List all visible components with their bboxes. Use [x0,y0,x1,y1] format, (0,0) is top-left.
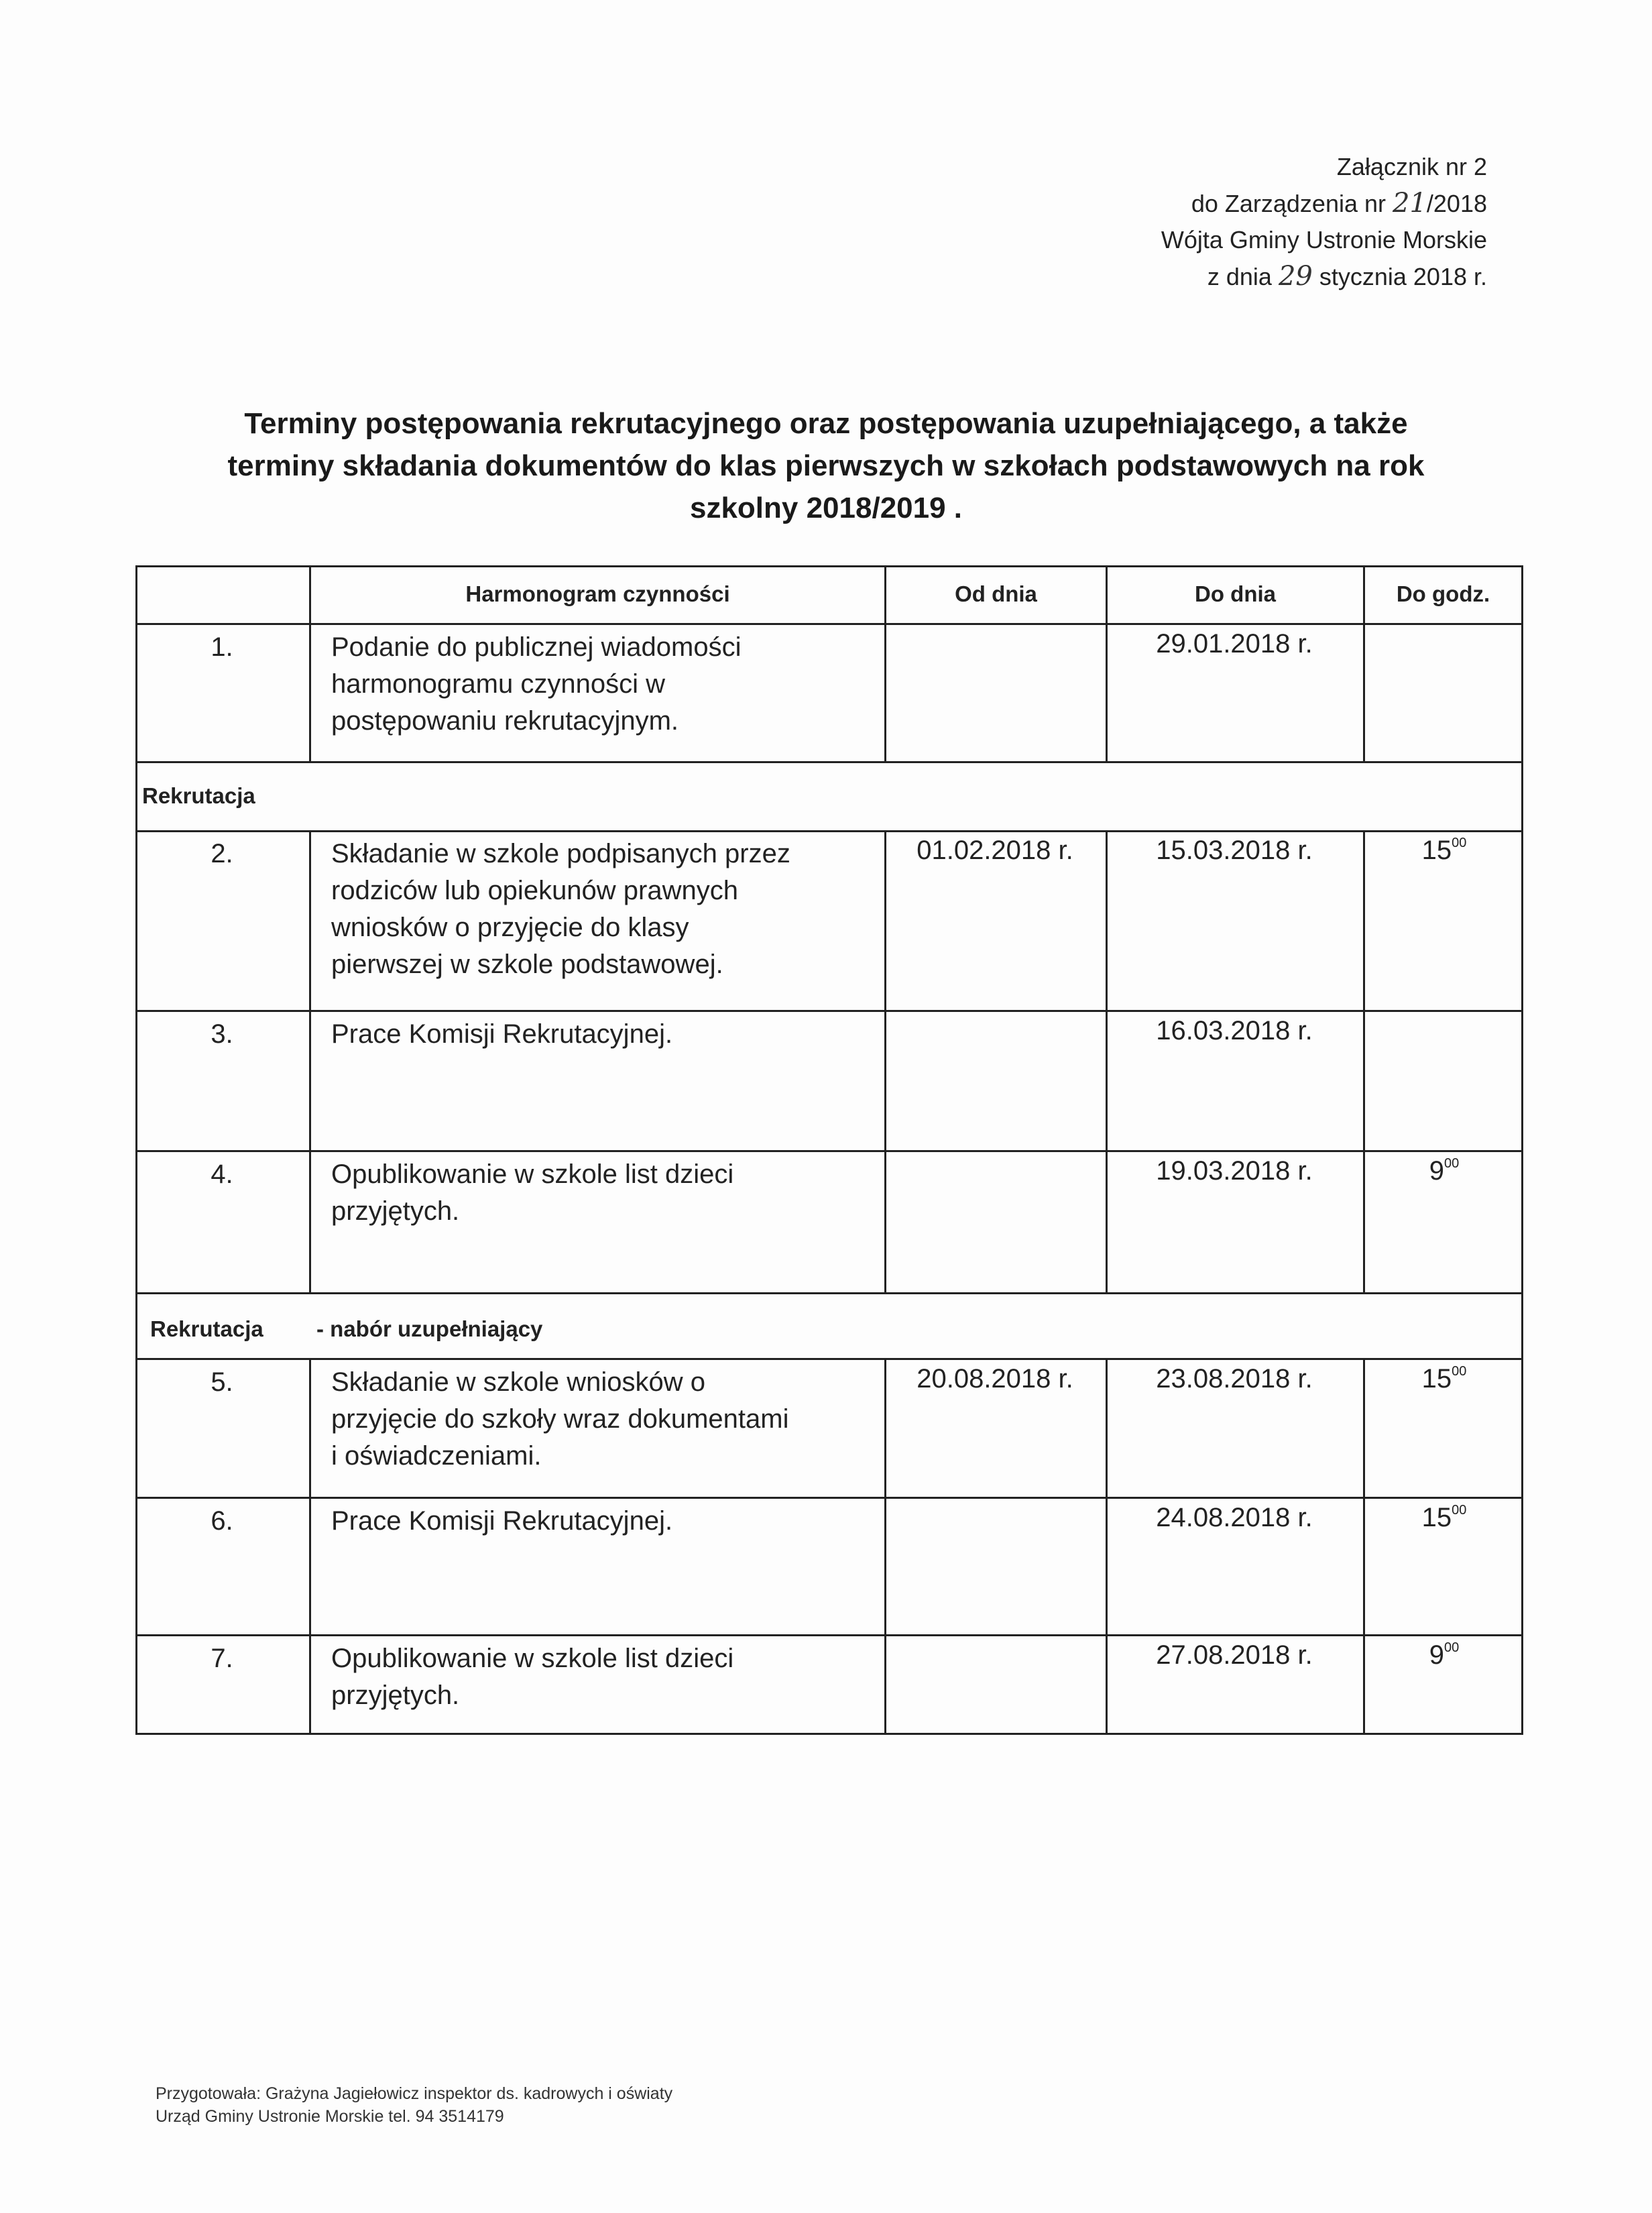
table-border [135,565,137,1735]
row-activity: Prace Komisji Rekrutacyjnej. [331,1506,673,1536]
row-to-date: 16.03.2018 r. [1156,1016,1313,1045]
row-number: 4. [211,1159,233,1189]
table-border [1521,565,1523,1735]
row-number: 6. [211,1506,233,1536]
table-border [135,1733,1523,1735]
row-activity: Opublikowanie w szkole list dzieci przyjętych. [331,1644,734,1710]
row-activity: Składanie w szkole wniosków o przyjęcie do szkoły wraz dokumentami i oświadczeniami. [331,1367,789,1471]
row-number: 3. [211,1019,233,1049]
table-border [135,830,1523,832]
row-number: 7. [211,1644,233,1673]
row-activity: Składanie w szkole podpisanych przez rodziców lub opiekunów prawnych wniosków o przyjęcie do klasy pierwszej w szkole podstawowej. [331,839,790,979]
schedule-table [135,565,1523,1735]
row-from-date: 01.02.2018 r. [917,836,1073,865]
table-border [135,565,1523,567]
issuer: Wójta Gminy Ustronie Morskie [1161,226,1487,253]
table-border [135,1010,1523,1012]
table-border [135,1497,1523,1499]
section-label-supplementary: Rekrutacja [150,1316,263,1341]
row-to-date: 23.08.2018 r. [1156,1364,1313,1394]
row-hour: $15^{00}$ [1421,836,1467,865]
column-header-to: Do dnia [1195,581,1276,606]
row-number: 5. [211,1367,233,1397]
table-border [135,1634,1523,1636]
attachment-header [1161,149,1487,295]
row-hour: $15^{00}$ [1421,1503,1467,1532]
handwritten-ordinance-number: 21 [1393,188,1427,219]
handwritten-day: 29 [1278,261,1313,292]
table-border [135,761,1523,763]
row-activity: Opublikowanie w szkole list dzieci przyjętych. [331,1159,734,1226]
table-border [135,623,1523,625]
row-activity: Podanie do publicznej wiadomości harmonogramu czynności w postępowaniu rekrutacyjnym. [331,632,742,736]
row-activity: Prace Komisji Rekrutacyjnej. [331,1019,673,1049]
row-hour: $9^{00}$ [1429,1640,1460,1670]
row-to-date: 19.03.2018 r. [1156,1156,1313,1186]
row-to-date: 27.08.2018 r. [1156,1640,1313,1670]
column-header-from: Od dnia [955,581,1037,606]
row-from-date: 20.08.2018 r. [917,1364,1073,1394]
section-label-supplementary-suffix: - nabór uzupełniający [316,1316,543,1341]
table-border [135,1358,1523,1360]
row-hour: $15^{00}$ [1421,1364,1467,1394]
section-label-recruitment: Rekrutacja [142,783,255,808]
row-to-date: 29.01.2018 r. [1156,629,1313,659]
row-to-date: 15.03.2018 r. [1156,836,1313,865]
column-header-activity: Harmonogram czynności [465,581,730,606]
attachment-number: Załącznik nr 2 [1336,153,1487,180]
row-number: 2. [211,839,233,868]
footer-prepared-by: Przygotowała: Grażyna Jagiełowicz inspektor ds. kadrowych i oświaty Urząd Gminy Ustronie Morskie tel. 94 3514179 [156,2084,673,2126]
ordinance-date: z dnia 29 stycznia 2018 r. [1207,261,1487,292]
table-border [135,1150,1523,1152]
document-title: Terminy postępowania rekrutacyjnego oraz postępowania uzupełniającego, a także terminy składania dokumentów do klas pierwszych w szkołach podstawowych na rok szkolny 2018/2019 . [227,407,1425,524]
ordinance-number: do Zarządzenia nr 21/2018 [1191,188,1487,219]
column-header-hour: Do godz. [1396,581,1490,606]
row-number: 1. [211,632,233,662]
table-border [135,1292,1523,1294]
row-to-date: 24.08.2018 r. [1156,1503,1313,1532]
row-hour: $9^{00}$ [1429,1156,1460,1186]
